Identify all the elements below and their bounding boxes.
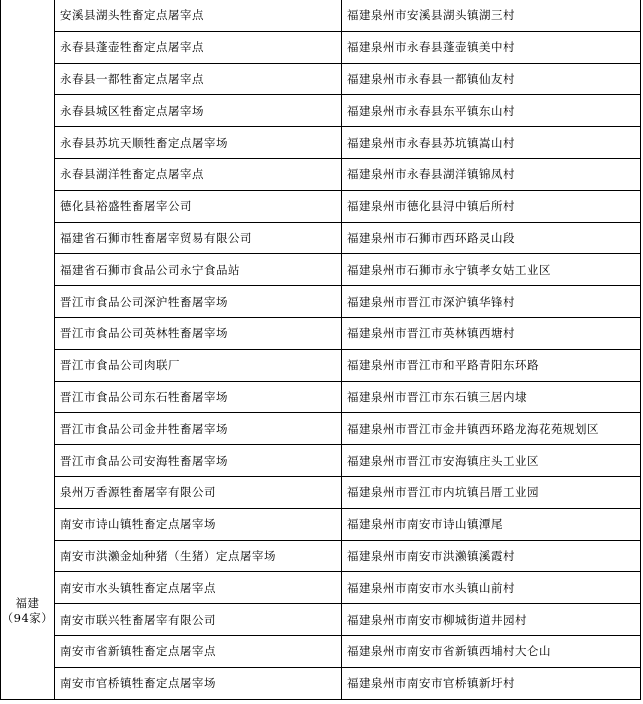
- facility-name: 晋江市食品公司安海牲畜屠宰场: [55, 445, 342, 477]
- facility-name: 晋江市食品公司深沪牲畜屠宰场: [55, 286, 342, 318]
- facility-address: 福建泉州市永春县东平镇东山村: [342, 95, 641, 127]
- facility-address: 福建泉州市南安市省新镇西埔村大仑山: [342, 635, 641, 667]
- table-row: [1, 508, 641, 540]
- facility-name: 福建省石狮市食品公司永宁食品站: [55, 254, 342, 286]
- facility-name: 晋江市食品公司英林牲畜屠宰场: [55, 317, 342, 349]
- table-row: [1, 286, 641, 318]
- province-name: 福建: [15, 596, 40, 611]
- table-row: [1, 222, 641, 254]
- facility-name: 晋江市食品公司东石牲畜屠宰场: [55, 381, 342, 413]
- facility-name: 南安市诗山镇牲畜定点屠宰场: [55, 508, 342, 540]
- table-row: [1, 254, 641, 286]
- facility-name: 南安市水头镇牲畜定点屠宰点: [55, 572, 342, 604]
- facility-address: 福建泉州市石狮市西环路灵山段: [342, 222, 641, 254]
- facility-address: 福建泉州市永春县蓬壶镇美中村: [342, 31, 641, 63]
- region-label: [1, 596, 54, 626]
- facility-address: 福建泉州市永春县苏坑镇嵩山村: [342, 127, 641, 159]
- region-cell: [1, 0, 55, 699]
- table-row: [1, 604, 641, 636]
- facility-name: 安溪县湖头牲畜定点屠宰点: [55, 0, 342, 31]
- facility-name: 南安市官桥镇牲畜定点屠宰场: [55, 667, 342, 699]
- facility-name: 南安市联兴牲畜屠宰有限公司: [55, 604, 342, 636]
- facility-address: 福建泉州市晋江市金井镇西环路龙海花苑规划区: [342, 413, 641, 445]
- table-row: [1, 31, 641, 63]
- facility-address: 福建泉州市南安市水头镇山前村: [342, 572, 641, 604]
- facility-address: 福建泉州市永春县湖洋镇锦凤村: [342, 158, 641, 190]
- facility-name: 晋江市食品公司金井牲畜屠宰场: [55, 413, 342, 445]
- table-row: [1, 317, 641, 349]
- facility-address: 福建泉州市南安市洪濑镇溪霞村: [342, 540, 641, 572]
- facility-address: 福建泉州市永春县一都镇仙友村: [342, 63, 641, 95]
- table-body: [1, 0, 641, 699]
- table-row: [1, 381, 641, 413]
- facility-name: 永春县一都牲畜定点屠宰点: [55, 63, 342, 95]
- facility-name: 永春县苏坑天顺牲畜定点屠宰场: [55, 127, 342, 159]
- facility-address: 福建泉州市晋江市和平路青阳东环路: [342, 349, 641, 381]
- facility-name: 福建省石狮市牲畜屠宰贸易有限公司: [55, 222, 342, 254]
- facility-name: 泉州万香源牲畜屠宰有限公司: [55, 476, 342, 508]
- facility-name: 德化县裕盛牲畜屠宰公司: [55, 190, 342, 222]
- facility-address: 福建泉州市晋江市安海镇庄头工业区: [342, 445, 641, 477]
- table-row: [1, 540, 641, 572]
- table-row: [1, 158, 641, 190]
- table-row: [1, 635, 641, 667]
- facility-address: 福建泉州市石狮市永宁镇孝女姑工业区: [342, 254, 641, 286]
- facility-address: 福建泉州市安溪县湖头镇湖三村: [342, 0, 641, 31]
- table-row: [1, 445, 641, 477]
- table-row: [1, 0, 641, 31]
- facility-address: 福建泉州市南安市官桥镇新圩村: [342, 667, 641, 699]
- facility-address: 福建泉州市晋江市深沪镇华锋村: [342, 286, 641, 318]
- facility-count: （94家）: [1, 611, 54, 626]
- table-row: [1, 476, 641, 508]
- table-row: [1, 413, 641, 445]
- facility-name: 永春县湖洋牲畜定点屠宰点: [55, 158, 342, 190]
- table-row: [1, 63, 641, 95]
- table-row: [1, 190, 641, 222]
- facility-name: 南安市省新镇牲畜定点屠宰点: [55, 635, 342, 667]
- facility-address: 福建泉州市晋江市内坑镇吕厝工业园: [342, 476, 641, 508]
- facility-address: 福建泉州市晋江市英林镇西塘村: [342, 317, 641, 349]
- table-row: [1, 349, 641, 381]
- table-row: [1, 127, 641, 159]
- facility-name: 南安市洪濑金灿种猪（生猪）定点屠宰场: [55, 540, 342, 572]
- facility-address: 福建泉州市南安市柳城街道井园村: [342, 604, 641, 636]
- facility-address: 福建泉州市德化县浔中镇后所村: [342, 190, 641, 222]
- facility-name: 永春县城区牲畜定点屠宰场: [55, 95, 342, 127]
- table-row: [1, 667, 641, 699]
- table-row: [1, 95, 641, 127]
- facility-name: 永春县蓬壶牲畜定点屠宰点: [55, 31, 342, 63]
- table-row: [1, 572, 641, 604]
- facility-address: 福建泉州市晋江市东石镇三居内埭: [342, 381, 641, 413]
- facility-name: 晋江市食品公司肉联厂: [55, 349, 342, 381]
- facility-address: 福建泉州市南安市诗山镇潭尾: [342, 508, 641, 540]
